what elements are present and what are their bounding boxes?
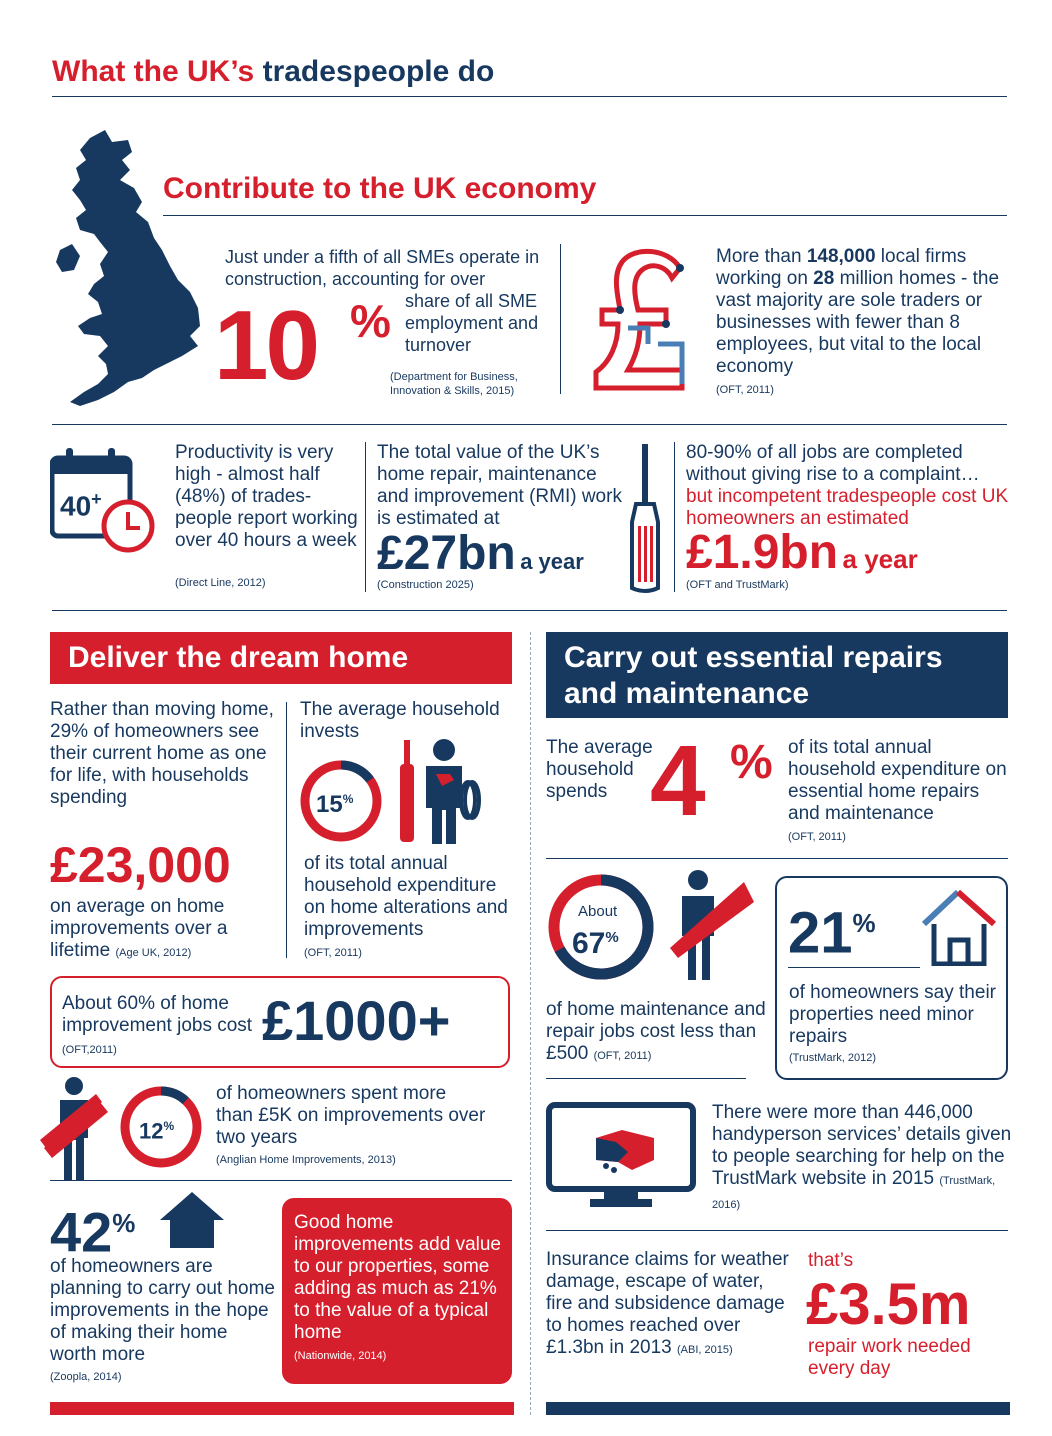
- economy-heading: Contribute to the UK economy: [163, 172, 597, 205]
- dream-heading: Deliver the dream home: [50, 632, 512, 684]
- column-separator: [530, 632, 531, 1415]
- productivity-source: (Direct Line, 2012): [175, 577, 266, 589]
- handyperson-source: (TrustMark, 2016): [712, 1175, 996, 1211]
- lifetime-source: (Age UK, 2012): [115, 947, 192, 959]
- title-part1: What the UK’s: [52, 55, 255, 88]
- title-part2: tradespeople do: [262, 55, 495, 88]
- handyperson-text: There were more than 446,000 handyperson services’ details given to people searching for help on the TrustMark website in 2015: [712, 1102, 1012, 1189]
- lifetime-value: £23,000: [50, 837, 231, 893]
- worth-pct: 42: [50, 1200, 113, 1264]
- complaints-value-row: [686, 526, 918, 580]
- rmi-source: (Construction 2025): [377, 579, 474, 591]
- house-icon: [158, 1190, 226, 1250]
- under500-source: (OFT, 2011): [593, 1050, 652, 1062]
- insurance-text-wrap: [546, 1249, 791, 1361]
- repairs-heading: [546, 632, 1008, 718]
- spends-text2: of its total annual household expenditure on essential home repairs and maintenance: [788, 737, 1007, 824]
- lifetime-pct: 29%: [50, 721, 89, 742]
- donut-12-num: 12: [139, 1118, 164, 1144]
- econ-vdiv-b: [674, 442, 675, 592]
- repairs-bottom-bar: [546, 1402, 1010, 1415]
- donut-67-about: About: [578, 903, 618, 920]
- donut-15-num: 15: [316, 791, 343, 818]
- invests-text1: The average household invests: [300, 699, 500, 742]
- minor-text: of homeowners say their properties need minor repairs: [789, 982, 996, 1047]
- lifetime-text-a: Rather than moving home,: [50, 699, 274, 720]
- repairs-heading-line1: Carry out essential repairs: [564, 641, 943, 674]
- donut-12-label: [139, 1112, 174, 1145]
- spends-pct-sign: %: [730, 736, 773, 789]
- donut-15-label: [316, 784, 353, 820]
- handyman-screwdriver-icon: [398, 738, 508, 846]
- sme-source: (Department for Business, Innovation & Skills, 2015): [390, 371, 518, 397]
- spent5k-text: of homeowners spent more than £5K on improvements over two years: [216, 1083, 486, 1148]
- firms-text: [716, 246, 1006, 378]
- minor-pct-sign: %: [852, 908, 876, 938]
- firms-source: (OFT, 2011): [716, 384, 774, 396]
- spends-source: (OFT, 2011): [788, 831, 846, 843]
- donut-12-sign: %: [163, 1119, 175, 1133]
- economy-divider: [163, 215, 1007, 216]
- insurance-text: Insurance claims for weather damage, escape of water, fire and subsidence damage to homes reached over £1.3bn in 2013: [546, 1249, 789, 1358]
- firms-text-b: local firms working on: [716, 246, 967, 289]
- insurance-value: £3.5m: [806, 1272, 971, 1337]
- donut-67-num: 67: [572, 927, 606, 960]
- page-title: [52, 52, 494, 92]
- spent5k-source: (Anglian Home Improvements, 2013): [216, 1154, 396, 1166]
- minor-pct-row: [788, 890, 876, 966]
- sme-text2: share of all SME employment and turnover: [405, 291, 539, 355]
- donut-15-sign: %: [342, 792, 354, 806]
- pound-sign-icon: [588, 244, 694, 394]
- cost1000-source: (OFT,2011): [62, 1044, 117, 1056]
- dream-vdiv: [286, 702, 287, 958]
- sme-pct: 10: [214, 290, 318, 400]
- repairs-divider-1: [546, 858, 1008, 859]
- rmi-value-row: [377, 527, 584, 581]
- invests-source: (OFT, 2011): [304, 947, 362, 959]
- insurance-thats: that’s: [808, 1250, 854, 1271]
- economy-bottom-divider: [52, 610, 1007, 611]
- value-box-text: Good home improvements add value to our properties, some adding as much as 21% to the value of a typical home: [294, 1212, 501, 1343]
- badge-40: [60, 484, 102, 521]
- lifetime-text-b: of homeowners see their current home as one for life, with households spending: [50, 721, 267, 808]
- repairs-heading-line2: and maintenance: [564, 677, 810, 710]
- screwdriver-icon: [628, 442, 662, 594]
- repairs-divider-2: [546, 1078, 746, 1079]
- firms-text-c: million homes - the vast majority are sole traders or businesses with fewer than 8 employees, but vital to the local economy: [716, 268, 1000, 377]
- complaints-text1: 80-90% of all jobs are completed without giving rise to a complaint…: [686, 442, 980, 485]
- worker-board-icon: [664, 868, 756, 984]
- spends-text1: The average household spends: [546, 737, 653, 802]
- sme-text1: Just under a fifth of all SMEs operate in construction, accounting for over: [225, 247, 540, 289]
- minor-box-divider: [788, 967, 920, 968]
- sme-pct-sign: %: [350, 295, 391, 347]
- dream-divider: [50, 1180, 512, 1181]
- complaints-value: £1.9bn: [686, 526, 839, 579]
- productivity-text: Productivity is very high - almost half (48%) of trades-people report working over 40 hours a week: [175, 442, 358, 551]
- lifetime-text-c: on average on home improvements over a lifetime: [50, 896, 228, 961]
- invests-text2: of its total annual household expenditure on home alterations and improvements: [304, 853, 508, 940]
- worth-pct-sign: %: [112, 1208, 136, 1238]
- rmi-unit: a year: [520, 549, 584, 574]
- house-outline-icon: [918, 884, 1000, 966]
- handyperson-text-wrap: [712, 1102, 1012, 1216]
- badge-number: 40: [60, 490, 92, 522]
- insurance-source: (ABI, 2015): [677, 1344, 733, 1356]
- title-divider: [52, 96, 1007, 97]
- minor-pct: 21: [788, 900, 853, 966]
- economy-divider-2: [52, 424, 1007, 425]
- dream-bottom-bar: [50, 1402, 514, 1415]
- donut-67-sign: %: [605, 929, 619, 946]
- cost1000-value: £1000+: [262, 989, 451, 1052]
- econ-vdiv-a: [365, 442, 366, 592]
- calendar-clock-icon: [50, 446, 160, 556]
- spends-pct: 4: [650, 725, 706, 837]
- firms-text-a: More than: [716, 246, 802, 267]
- complaints-source: (OFT and TrustMark): [686, 579, 789, 591]
- lifetime-text-c-wrap: [50, 896, 280, 964]
- worth-text: of homeowners are planning to carry out home improvements in the hope of making their home worth more: [50, 1256, 275, 1365]
- lifetime-text: [50, 699, 275, 809]
- pipes-worker-icon: [40, 1076, 110, 1182]
- complaints-unit: a year: [842, 544, 918, 574]
- computer-handshake-icon: [546, 1102, 696, 1208]
- economy-vdivider: [560, 244, 561, 394]
- firms-num1: 148,000: [806, 246, 876, 267]
- repairs-divider-3: [546, 1230, 1008, 1231]
- worth-source: (Zoopla, 2014): [50, 1371, 122, 1383]
- under500-text: of home maintenance and repair jobs cost less than £500: [546, 999, 766, 1064]
- under500-text-wrap: [546, 999, 766, 1067]
- donut-67-label: [572, 920, 619, 962]
- rmi-text: The total value of the UK’s home repair, maintenance and improvement (RMI) work is estimated at: [377, 442, 622, 529]
- badge-sup: +: [91, 489, 102, 509]
- firms-num2: 28: [813, 268, 835, 289]
- complaints-text2: but incompetent tradespeople cost UK homeowners an estimated: [686, 486, 1009, 529]
- worth-pct-row: [50, 1192, 135, 1264]
- cost1000-text-wrap: [62, 993, 262, 1061]
- value-box-source: (Nationwide, 2014): [294, 1350, 387, 1362]
- rmi-value: £27bn: [377, 527, 516, 580]
- minor-source: (TrustMark, 2012): [789, 1052, 877, 1064]
- insurance-text2: repair work needed every day: [808, 1336, 971, 1379]
- cost1000-text: About 60% of home improvement jobs cost: [62, 993, 253, 1036]
